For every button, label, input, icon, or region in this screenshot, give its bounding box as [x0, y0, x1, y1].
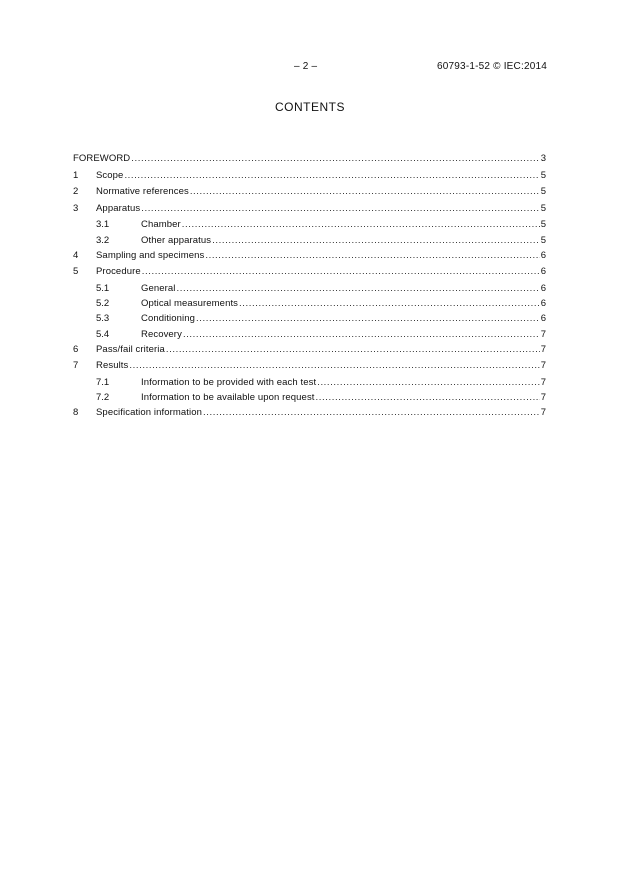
toc-entry[interactable]: [73, 250, 546, 262]
toc-entry-number: 6: [73, 343, 79, 355]
toc-entry-page: 7: [540, 392, 546, 404]
toc-entry-title: Other apparatus: [141, 234, 212, 246]
toc-entry-number: 5.2: [96, 298, 110, 310]
toc-entry-page: 7: [540, 343, 546, 355]
toc-entry-page: 7: [540, 328, 546, 340]
toc-entry-page: 5: [540, 202, 546, 214]
toc-leader-dots: [142, 266, 540, 278]
toc-entry-title: General: [141, 282, 176, 294]
toc-entry-number: 4: [73, 249, 79, 261]
toc-subentry[interactable]: [73, 313, 546, 325]
toc-entry-title: Normative references: [96, 186, 189, 198]
toc-entry-number: 2: [73, 186, 79, 198]
table-of-contents: [73, 153, 546, 419]
toc-leader-dots: [183, 329, 540, 341]
toc-entry-number: 8: [73, 407, 79, 419]
toc-leader-dots: [212, 235, 540, 247]
toc-entry[interactable]: [73, 360, 546, 372]
toc-entry-page: 5: [540, 186, 546, 198]
toc-entry-title: Pass/fail criteria: [96, 343, 165, 355]
toc-subentry[interactable]: [73, 392, 546, 404]
toc-leader-dots: [182, 219, 540, 231]
toc-entry[interactable]: [73, 170, 546, 182]
toc-entry-title: Information to be available upon request: [141, 392, 315, 404]
toc-entry-title: Chamber: [141, 219, 181, 231]
toc-entry-number: 3.1: [96, 219, 110, 231]
toc-subentry[interactable]: [73, 329, 546, 341]
toc-entry-number: 7.1: [96, 376, 110, 388]
toc-entry-page: 7: [540, 407, 546, 419]
toc-subentry[interactable]: [73, 283, 546, 295]
toc-subentry[interactable]: [73, 298, 546, 310]
toc-entry-page: 6: [540, 266, 546, 278]
toc-entry-page: 5: [540, 219, 546, 231]
toc-entry-title: Optical measurements: [141, 298, 239, 310]
toc-entry-number: 5: [73, 266, 79, 278]
toc-leader-dots: [166, 344, 540, 356]
toc-entry-page: 5: [540, 234, 546, 246]
toc-entry-page: 6: [540, 282, 546, 294]
toc-entry-number: 3: [73, 202, 79, 214]
toc-entry-title: Results: [96, 360, 129, 372]
toc-entry[interactable]: [73, 266, 546, 278]
toc-entry[interactable]: [73, 344, 546, 356]
toc-leader-dots: [239, 298, 540, 310]
page-number: – 2 –: [294, 61, 318, 72]
toc-entry-page: 6: [540, 313, 546, 325]
toc-entry-number: 5.3: [96, 313, 110, 325]
toc-entry-number: 3.2: [96, 234, 110, 246]
toc-entry-title: Recovery: [141, 328, 182, 340]
toc-entry-page: 6: [540, 298, 546, 310]
toc-leader-dots: [317, 377, 540, 389]
toc-entry-page: 7: [540, 360, 546, 372]
toc-entry-title: Apparatus: [96, 202, 141, 214]
toc-entry-page: 7: [540, 376, 546, 388]
toc-leader-dots: [205, 250, 539, 262]
toc-subentry[interactable]: [73, 235, 546, 247]
toc-leader-dots: [141, 203, 539, 215]
toc-leader-dots: [203, 407, 540, 419]
toc-leader-dots: [131, 153, 539, 165]
toc-entry-foreword[interactable]: [73, 153, 546, 165]
toc-entry-title: Scope: [96, 169, 124, 181]
toc-entry-page: 3: [540, 153, 546, 164]
toc-entry-number: 7.2: [96, 392, 110, 404]
toc-leader-dots: [316, 392, 540, 404]
toc-entry[interactable]: [73, 407, 546, 419]
toc-entry[interactable]: [73, 186, 546, 198]
toc-entry-title: Sampling and specimens: [96, 249, 205, 261]
toc-entry-title: FOREWORD: [73, 153, 131, 164]
toc-leader-dots: [177, 283, 540, 295]
document-id: 60793-1-52 © IEC:2014: [437, 61, 547, 72]
toc-leader-dots: [124, 170, 539, 182]
toc-entry-number: 1: [73, 169, 79, 181]
toc-entry-page: 6: [540, 249, 546, 261]
toc-entry-title: Conditioning: [141, 313, 196, 325]
toc-leader-dots: [190, 186, 540, 198]
toc-entry-title: Specification information: [96, 407, 202, 419]
toc-entry-number: 5.4: [96, 328, 110, 340]
toc-subentry[interactable]: [73, 219, 546, 231]
toc-entry-number: 5.1: [96, 282, 110, 294]
toc-entry-title: Procedure: [96, 266, 141, 278]
toc-leader-dots: [196, 313, 540, 325]
contents-title: CONTENTS: [275, 100, 345, 114]
toc-entry-title: Information to be provided with each test: [141, 376, 317, 388]
toc-entry-number: 7: [73, 360, 79, 372]
toc-entry[interactable]: [73, 203, 546, 215]
toc-entry-page: 5: [540, 169, 546, 181]
toc-leader-dots: [129, 360, 539, 372]
toc-subentry[interactable]: [73, 377, 546, 389]
